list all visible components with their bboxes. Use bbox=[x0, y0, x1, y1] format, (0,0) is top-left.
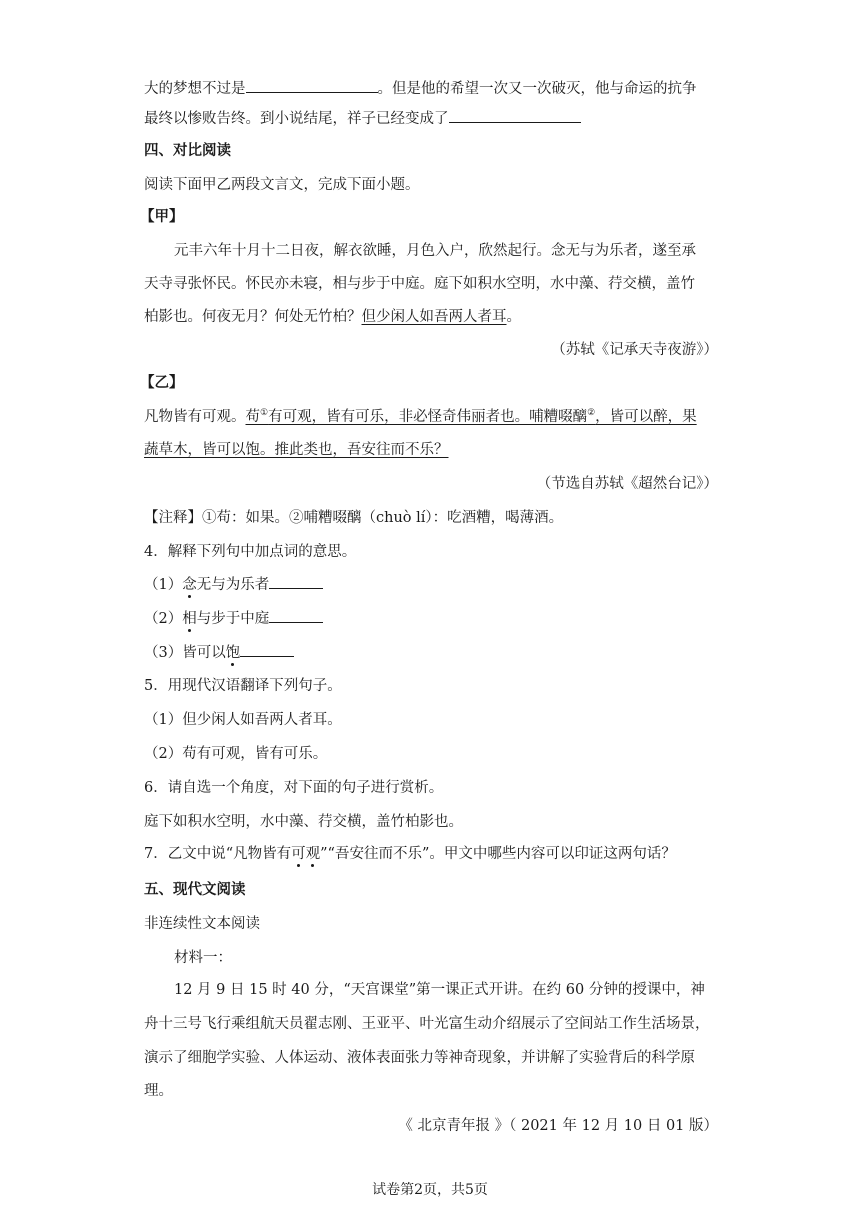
jia-label: 【甲】 bbox=[140, 209, 184, 225]
material1-line-1: 12 月 9 日 15 时 40 分，“天宫课堂”第一课正式开讲。在约 60 分钟的授课中，神 bbox=[174, 982, 705, 998]
q5-item-2: （2）苟有可观，皆有可乐。 bbox=[144, 746, 328, 762]
q4-item-2 bbox=[144, 608, 323, 629]
dotted-word: 观 bbox=[305, 846, 321, 862]
underlined-sentence: 蔬草木，皆可以饱。推此类也，吾安往而不乐？ bbox=[144, 442, 449, 458]
text: 最终以惨败告终。到小说结尾，祥子已经变成了 bbox=[144, 111, 449, 127]
q3-line2 bbox=[144, 108, 581, 129]
section-heading-5: 五、现代文阅读 bbox=[144, 882, 246, 898]
note-marker: ② bbox=[587, 408, 596, 419]
jia-line-3 bbox=[144, 307, 521, 327]
material-label: 材料一： bbox=[174, 950, 232, 966]
answer-blank[interactable] bbox=[449, 108, 581, 123]
jia-line-2: 天寺寻张怀民。怀民亦未寝，相与步于中庭。庭下如积水空明，水中藻、荇交横，盖竹 bbox=[144, 276, 695, 292]
answer-blank[interactable] bbox=[269, 608, 323, 623]
section5-subheading: 非连续性文本阅读 bbox=[144, 916, 260, 932]
q6-stem: 6．请自选一个角度，对下面的句子进行赏析。 bbox=[144, 780, 444, 796]
dotted-word: 念 bbox=[182, 577, 197, 593]
text: 与步于中庭 bbox=[196, 611, 270, 627]
q5-item-1: （1）但少闲人如吾两人者耳。 bbox=[144, 712, 342, 728]
section4-instruction: 阅读下面甲乙两段文言文，完成下面小题。 bbox=[144, 177, 420, 193]
yi-source: （节选自苏轼《超然台记》） bbox=[536, 476, 718, 492]
text: （1） bbox=[144, 577, 183, 593]
material1-line-3: 演示了细胞学实验、人体运动、液体表面张力等神奇现象，并讲解了实验背后的科学原 bbox=[144, 1050, 695, 1066]
answer-blank[interactable] bbox=[246, 78, 378, 93]
text: 凡物皆有可观。 bbox=[144, 409, 246, 425]
text: 7．乙文中说“凡物皆有 bbox=[144, 846, 292, 862]
q6-sentence: 庭下如积水空明，水中藻、荇交横，盖竹柏影也。 bbox=[144, 814, 463, 830]
material1-source: 《 北京青年报 》（ 2021 年 12 月 10 日 01 版） bbox=[398, 1118, 718, 1134]
text: 大的梦想不过是 bbox=[144, 81, 246, 97]
notes: 【注释】①苟：如果。②哺糟啜醨（chuò lí）：吃酒糟，喝薄酒。 bbox=[144, 510, 564, 526]
underlined-sentence: 但少闲人如吾两人者耳 bbox=[361, 309, 507, 325]
text: 无与为乐者 bbox=[196, 577, 270, 593]
dotted-word: 可 bbox=[291, 846, 306, 862]
dotted-word: 相 bbox=[182, 611, 197, 627]
text: 。 bbox=[506, 309, 521, 325]
q4-item-3 bbox=[144, 642, 294, 663]
answer-blank[interactable] bbox=[240, 642, 294, 657]
text: ”“吾安往而不乐”。甲文中哪些内容可以印证这两句话？ bbox=[320, 846, 676, 862]
yi-label: 【乙】 bbox=[140, 375, 184, 391]
underlined-sentence bbox=[246, 409, 697, 425]
text: 苟 bbox=[245, 409, 260, 425]
q4-stem: 4．解释下列句中加点词的意思。 bbox=[144, 544, 357, 560]
yi-line-2 bbox=[144, 440, 449, 460]
q4-item-1 bbox=[144, 574, 323, 595]
material1-line-4: 理。 bbox=[144, 1083, 173, 1099]
text: 。但是他的希望一次又一次破灭，他与命运的抗争 bbox=[377, 81, 697, 97]
note-marker: ① bbox=[260, 408, 269, 419]
section-heading-4: 四、对比阅读 bbox=[144, 143, 231, 159]
material1-line-2: 舟十三号飞行乘组航天员翟志刚、王亚平、叶光富生动介绍展示了空间站工作生活场景， bbox=[144, 1016, 710, 1032]
q3-line1 bbox=[144, 78, 697, 99]
q5-stem: 5．用现代汉语翻译下列句子。 bbox=[144, 678, 342, 694]
text: ，皆可以醉，果 bbox=[595, 409, 697, 425]
jia-source: （苏轼《记承天寺夜游》） bbox=[551, 342, 718, 358]
text: 有可观，皆有可乐，非必怪奇伟丽者也。哺糟啜醨 bbox=[268, 409, 588, 425]
page-footer: 试卷第2页，共5页 bbox=[372, 1182, 488, 1198]
text: 柏影也。何夜无月？何处无竹柏？ bbox=[144, 309, 362, 325]
text: （2） bbox=[144, 611, 183, 627]
answer-blank[interactable] bbox=[269, 574, 323, 589]
text: （3）皆可以 bbox=[144, 645, 226, 661]
yi-line-1 bbox=[144, 407, 697, 427]
dotted-word: 饱 bbox=[225, 645, 241, 661]
jia-line-1: 元丰六年十月十二日夜，解衣欲睡，月色入户，欣然起行。念无与为乐者，遂至承 bbox=[174, 243, 696, 259]
q7 bbox=[144, 844, 676, 864]
